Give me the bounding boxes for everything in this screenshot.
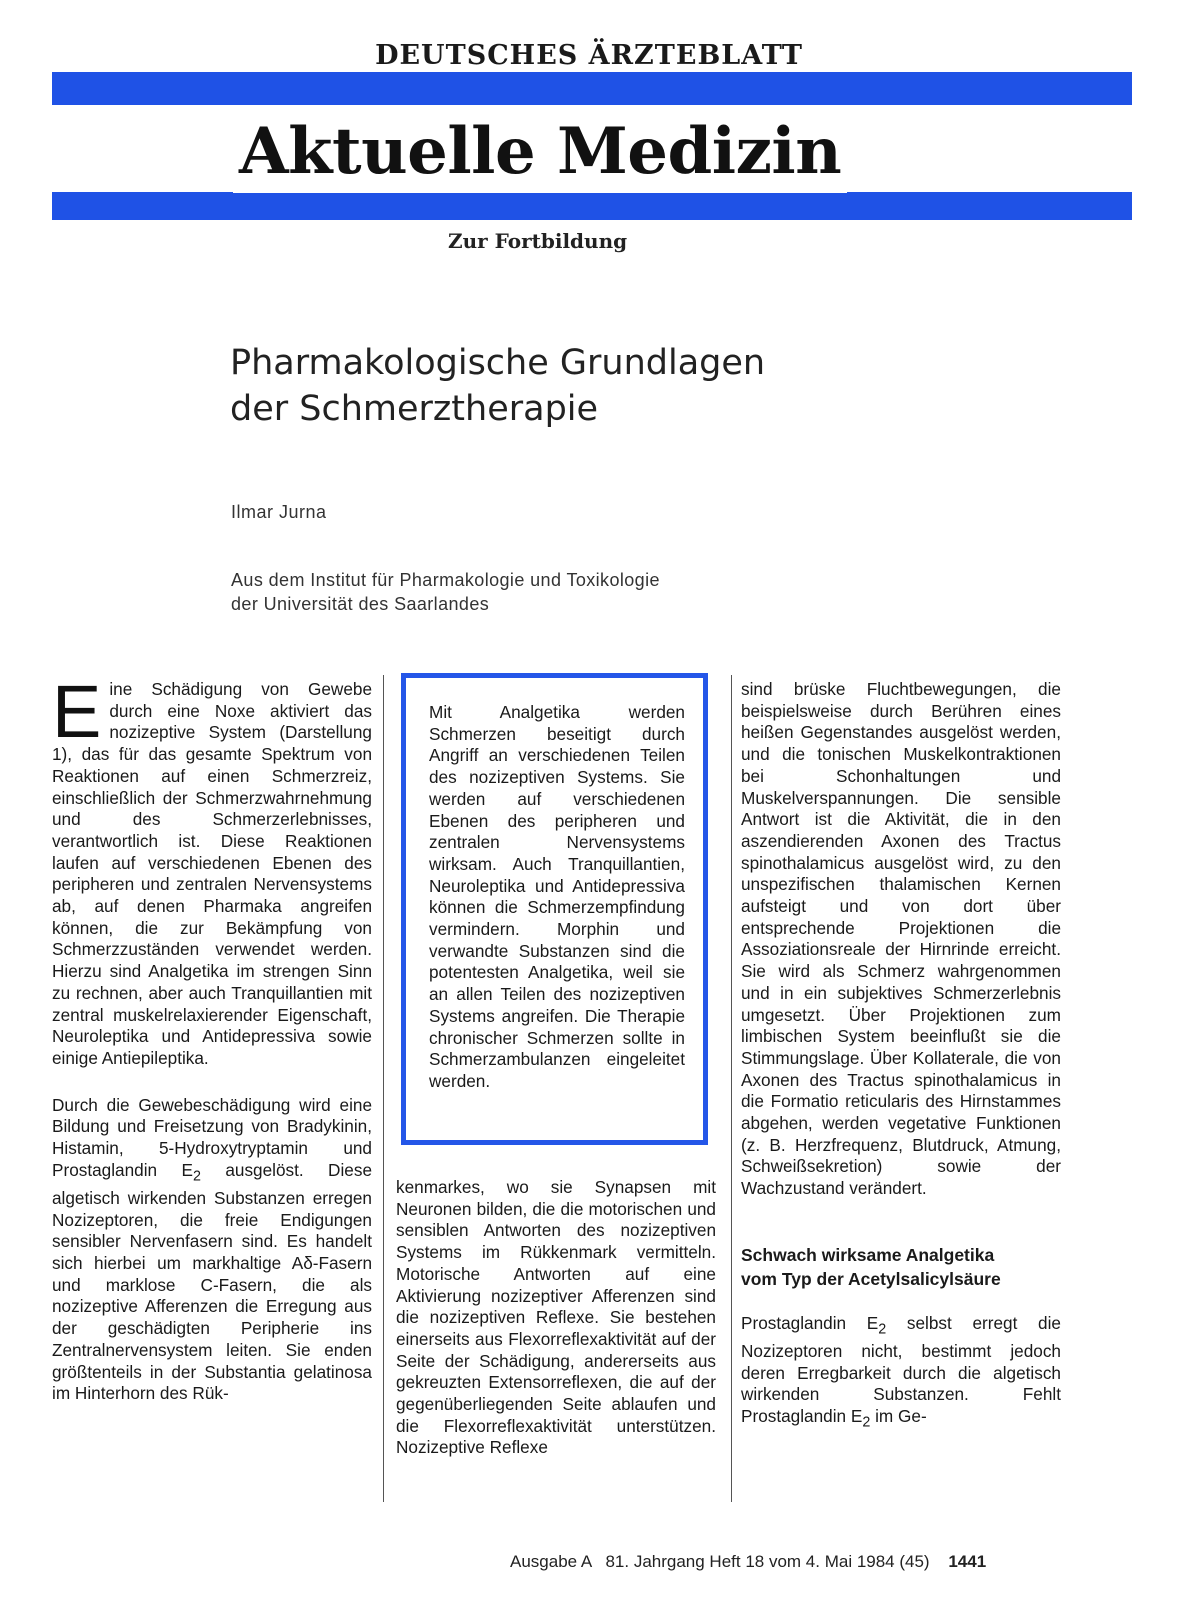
subscript-2a: 2 (878, 1321, 887, 1338)
journal-name: DEUTSCHES ÄRZTEBLATT (375, 40, 803, 71)
masthead-bar-bottom (52, 192, 1132, 220)
column-3-paragraph-2 (741, 1313, 1061, 1434)
masthead-bar-top (52, 72, 1132, 105)
affiliation-line-2: der Universität des Saarlandes (231, 594, 490, 614)
column-3-paragraph-1: sind brüske Fluchtbewegungen, die beispielsweise durch Berühren eines heißen Gegenstandes ausgelöst werden, und die tonischen Muskelkontraktionen bei Schonhaltungen und Muskelverspannungen. Die sensible Antwort ist die Aktivität, die in den aszendierenden Axonen des Tractus spinothalamicus ausgelöst wird, zu den unspezifischen thalamischen Kernen aufsteigt und von dort über entsprechende Projektionen die Assoziationsreale der Hirnrinde erreicht. Sie wird als Schmerz wahrgenommen und in ein subjektives Schmerzerlebnis umgesetzt. Über Projektionen zum limbischen System beeinflußt sie die Stimmungslage. Über Kollaterale, die von Axonen des Tractus spinothalamicus in die Formatio reticularis des Hirnstammes abgehen, werden vegetative Funktionen (z. B. Herzfrequenz, Blutdruck, Atmung, Schweißsekretion) sowie der Wachzustand verändert. (741, 679, 1061, 1199)
subscript-2: 2 (192, 1168, 201, 1185)
paragraph-2-text-b: ausgelöst. Diese algetisch wirkenden Substanzen erregen Nozizeptoren, die freie Endigungen sensibler Nervenfasern sind. Es handelt sich hierbei um markhaltige Aδ-Fasern und marklose C-Fasern, die als nozizeptive Afferenzen die Erregung aus der geschädigten Peripherie ins Zentralnervensystem leiten. Sie enden größtenteils in der Substantia gelatinosa im Hinterhorn des Rük- (52, 1159, 372, 1404)
subscript-2b: 2 (862, 1414, 871, 1431)
column-rule-1 (383, 675, 384, 1502)
drop-cap: E (52, 670, 102, 753)
article-title-line-2: der Schmerztherapie (230, 389, 599, 429)
section-title: Aktuelle Medizin (233, 111, 847, 193)
author-name: Ilmar Jurna (231, 502, 327, 522)
body-paragraph-2 (52, 1095, 372, 1405)
subheading-line-1: Schwach wirksame Analgetika (741, 1244, 995, 1265)
section-subheading (741, 1243, 1061, 1291)
affiliation-line-1: Aus dem Institut für Pharmakologie und Toxikologie (231, 570, 660, 590)
article-title (230, 340, 1030, 432)
callout-text: Mit Analgetika werden Schmerzen beseitigt durch Angriff an verschiedenen Teilen des nozizeptiven Systems. Sie werden auf verschiedenen Ebenen des peripheren und zentralen Nervensystems wirksam. Auch Tranquillantien, Neuroleptika und Antidepressiva können die Schmerzempfindung vermindern. Morphin und verwandte Substanzen sind die potentesten Analgetika, weil sie an allen Teilen des nozizeptiven Systems angreifen. Die Therapie chronischer Schmerzen sollte in Schmerzambulanzen eingeleitet werden. (429, 702, 685, 1091)
subsection-label: Zur Fortbildung (448, 229, 628, 253)
column-2-text: kenmarkes, wo sie Synapsen mit Neuronen bilden, die die motorischen und sensiblen Antworten des nozizeptiven Systems im Rükkenmark vermitteln. Motorische Antworten auf eine Aktivierung nozizeptiver Afferenzen sind die nozizeptiven Reflexe. Sie bestehen einerseits aus Flexorreflexaktivität auf der Seite der Schädigung, andererseits aus gekreuzten Extensorreflexen, die auf der gegenüberliegenden Seite ablaufen und die Flexorreflexaktivität unterstützen. Nozizeptive Reflexe (396, 1177, 716, 1458)
author-affiliation (231, 568, 660, 616)
col3-p2-text-c: im Ge- (870, 1406, 927, 1427)
paragraph-2-text-a: Durch die Gewebeschädigung wird eine Bildung und Freisetzung von Bradykinin, Histamin, 5-Hydroxytryptamin und Prostaglandin E (52, 1094, 372, 1180)
page-number: 1441 (948, 1552, 987, 1571)
col3-p2-text-a: Prostaglandin E (741, 1312, 879, 1333)
subheading-line-2: vom Typ der Acetylsalicylsäure (741, 1268, 1001, 1289)
body-paragraph-1 (52, 670, 372, 1070)
article-title-line-1: Pharmakologische Grundlagen (230, 343, 766, 383)
body-column-3 (741, 679, 1061, 1434)
paragraph-1-text: ine Schädigung von Gewebe durch eine Noxe aktiviert das nozizeptive System (Darstellung 1), das für das gesamte Spektrum von Reaktionen auf einen Schmerzreiz, einschließlich der Schmerzwahrnehmung und des Schmerzerlebnisses, verantwortlich ist. Diese Reaktionen laufen auf verschiedenen Ebenen des peripheren und zentralen Nervensystems ab, auf denen Pharmaka angreifen können, die zur Bekämpfung von Schmerzzuständen verwendet werden. Hierzu sind Analgetika im strengen Sinn zu rechnen, aber auch Tranquillantien mit zentral muskelrelaxierender Eigenschaft, Neuroleptika und Antidepressiva sowie einige Antiepileptika. (52, 679, 372, 1068)
summary-callout-box (401, 673, 708, 1145)
column-rule-2 (731, 675, 732, 1502)
col3-p2-text-b: selbst erregt die Nozizeptoren nicht, bestimmt jedoch deren Erregbarkeit durch die algetisch wirkenden Substanzen. Fehlt Prostaglandin E (741, 1312, 1061, 1427)
body-column-1 (52, 670, 372, 1405)
issue-info: Ausgabe A 81. Jahrgang Heft 18 vom 4. Mai 1984 (45) (510, 1552, 930, 1571)
body-column-2 (396, 1177, 716, 1459)
page-footer (510, 1552, 986, 1572)
